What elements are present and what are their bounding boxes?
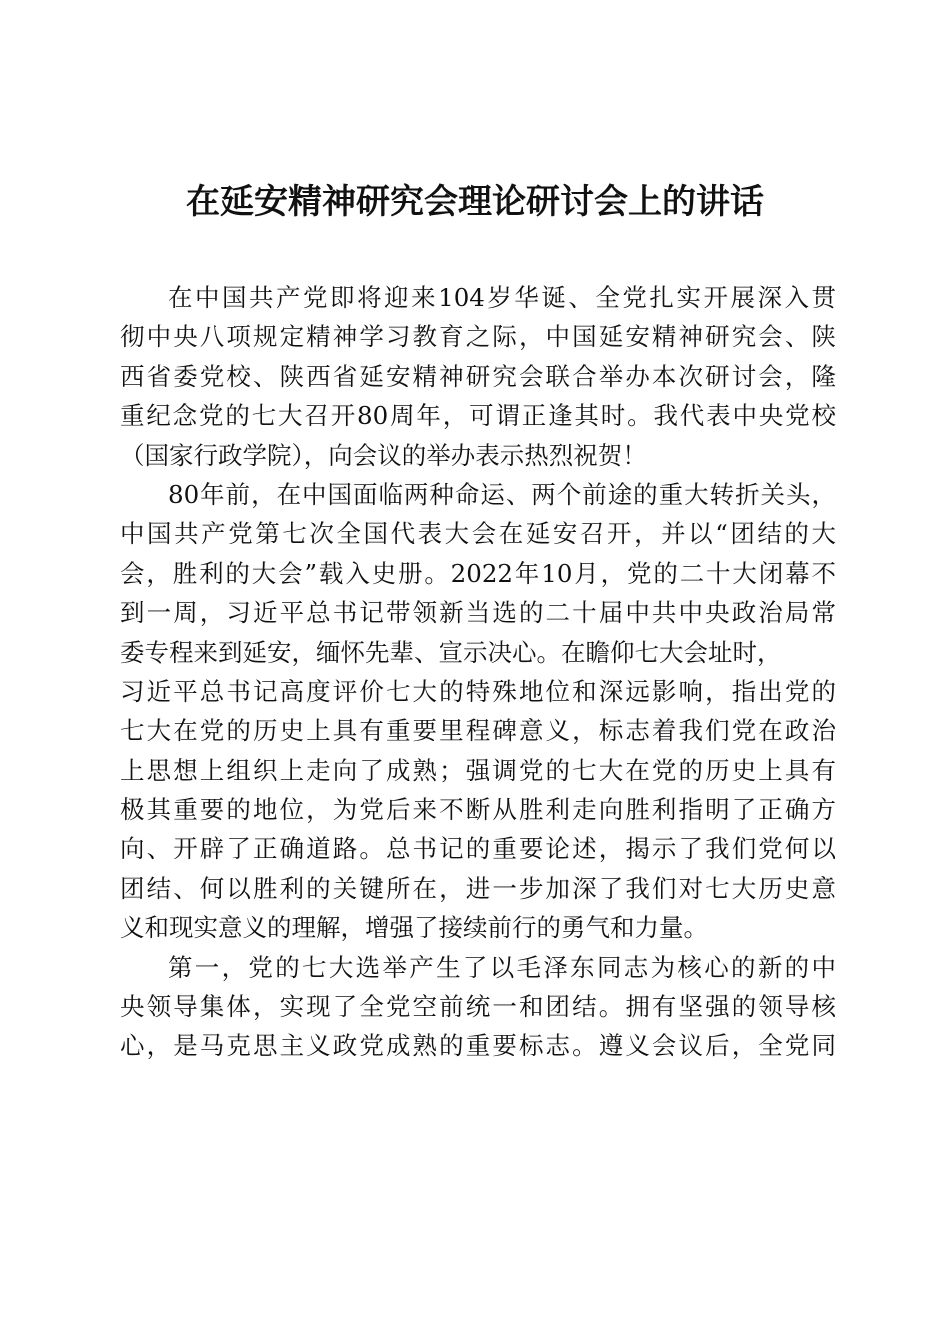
text-line: 团结、何以胜利的关键所在，进一步加深了我们对七大历史意 <box>120 873 836 903</box>
text-line: 在中国共产党即将迎来104岁华诞、全党扎实开展深入贯 <box>168 283 836 312</box>
text-line: 七大在党的历史上具有重要里程碑意义，标志着我们党在政治 <box>120 716 836 746</box>
text-line: 会，胜利的大会”载入史册。2022年10月，党的二十大闭幕不 <box>120 558 836 588</box>
text-line: 心，是马克思主义政党成熟的重要标志。遵义会议后，全党同 <box>120 1031 836 1061</box>
text-line: 到一周，习近平总书记带领新当选的二十届中共中央政治局常 <box>120 598 836 628</box>
text-line: 中国共产党第七次全国代表大会在延安召开，并以“团结的大 <box>120 519 836 549</box>
text-line: 西省委党校、陕西省延安精神研究会联合举办本次研讨会，隆 <box>120 361 836 391</box>
text-line: 上思想上组织上走向了成熟；强调党的七大在党的历史上具有 <box>120 755 836 785</box>
text-line: 委专程来到延安，缅怀先辈、宣示决心。在瞻仰七大会址时， <box>120 637 782 667</box>
text-line: 习近平总书记高度评价七大的特殊地位和深远影响，指出党的 <box>120 676 836 706</box>
text-line: 重纪念党的七大召开80周年，可谓正逢其时。我代表中央党校 <box>120 401 836 431</box>
text-line: 向、开辟了正确道路。总书记的重要论述，揭示了我们党何以 <box>120 834 836 864</box>
text-line: 义和现实意义的理解，增强了接续前行的勇气和力量。 <box>120 913 708 943</box>
document-title: 在延安精神研究会理论研讨会上的讲话 <box>186 182 764 222</box>
document-body <box>120 278 836 1066</box>
text-line: 80年前，在中国面临两种命运、两个前途的重大转折关头， <box>168 479 836 509</box>
text-line: 彻中央八项规定精神学习教育之际，中国延安精神研究会、陕 <box>120 322 836 352</box>
text-line: 第一，党的七大选举产生了以毛泽东同志为核心的新的中 <box>168 952 836 982</box>
text-line: 极其重要的地位，为党后来不断从胜利走向胜利指明了正确方 <box>120 795 836 825</box>
text-line: 央领导集体，实现了全党空前统一和团结。拥有坚强的领导核 <box>120 992 836 1022</box>
text-line: （国家行政学院），向会议的举办表示热烈祝贺！ <box>120 440 647 470</box>
